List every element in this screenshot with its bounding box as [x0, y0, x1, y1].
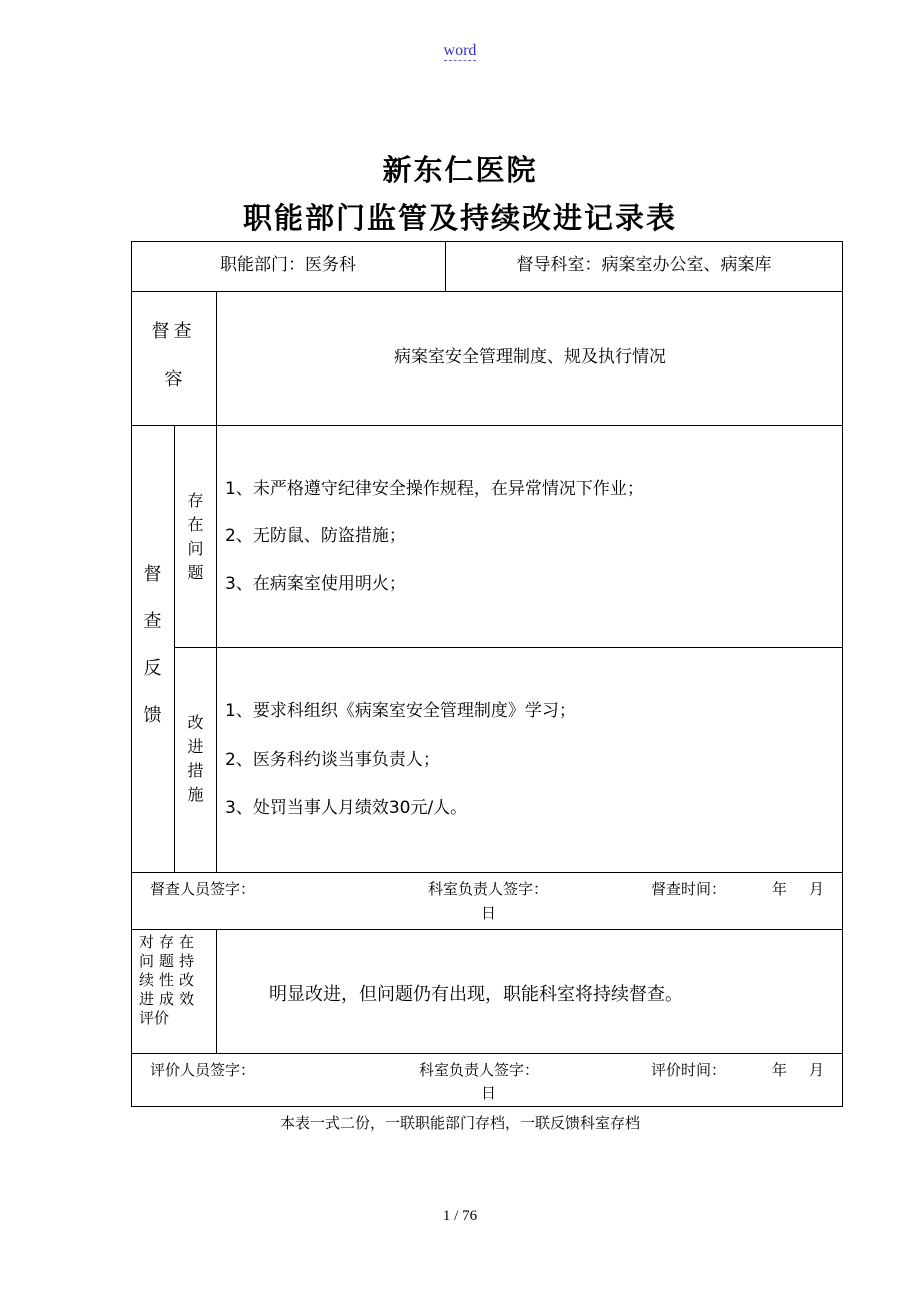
row-divider [174, 647, 843, 648]
header-word-link[interactable]: word [443, 42, 477, 59]
problem-item: 2、无防鼠、防盗措施； [225, 526, 406, 546]
evaluation-time-label: 评价时间： [651, 1061, 727, 1079]
problems-label-char: 存 [187, 491, 204, 510]
problems-label-char: 问 [187, 539, 204, 558]
row-divider [131, 291, 843, 292]
measure-item: 2、医务科约谈当事负责人； [225, 750, 440, 770]
inspection-month-label: 月 [809, 880, 825, 898]
measures-label-char: 措 [187, 761, 204, 780]
problem-item: 1、未严格遵守纪律安全操作规程，在异常情况下作业； [225, 479, 644, 499]
feedback-label-char: 反 [143, 658, 162, 679]
evaluation-year-label: 年 [772, 1061, 788, 1079]
record-form-table [131, 241, 843, 1107]
measures-label-char: 施 [187, 785, 204, 804]
dept-head-signature-label: 科室负责人签字： [428, 880, 549, 898]
inspection-time-label: 督查时间： [651, 880, 727, 898]
problems-label-char: 在 [187, 515, 204, 534]
row-divider [131, 872, 843, 873]
evaluation-label-line: 问题持 [139, 952, 200, 970]
evaluation-month-label: 月 [809, 1061, 825, 1079]
table-border-bottom [131, 1106, 843, 1107]
row-divider [131, 1053, 843, 1054]
feedback-label-char: 督 [143, 564, 162, 585]
row-divider [131, 425, 843, 426]
problems-label-char: 题 [187, 563, 204, 582]
page-number: 1 / 76 [442, 1208, 478, 1224]
content-text: 病案室安全管理制度、规及执行情况 [394, 347, 666, 367]
dept-head-signature-label-2: 科室负责人签字： [419, 1061, 540, 1079]
problems-label [175, 493, 216, 589]
measures-label-char: 进 [187, 737, 204, 756]
evaluation-text: 明显改进，但问题仍有出现，职能科室将持续督查。 [269, 984, 683, 1005]
form-title: 职能部门监管及持续改进记录表 [242, 201, 677, 235]
hospital-title: 新东仁医院 [382, 153, 538, 187]
inspector-signature-label: 督查人员签字： [150, 880, 256, 898]
measures-label-char: 改 [187, 713, 204, 732]
supervised-dept-field: 督导科室：病案室办公室、病案库 [516, 255, 772, 275]
evaluation-day-label: 日 [481, 1084, 497, 1102]
evaluator-signature-label: 评价人员签字： [150, 1061, 256, 1079]
table-border-right [842, 241, 843, 1107]
content-label-line1: 督查 [151, 321, 196, 342]
evaluation-label-line: 进成效 [139, 990, 200, 1008]
measure-item: 3、处罚当事人月绩效30元/人。 [225, 798, 468, 818]
inspection-day-label: 日 [481, 904, 497, 922]
problem-item: 3、在病案室使用明火； [225, 574, 406, 594]
evaluation-label-line: 续性改 [139, 971, 200, 989]
evaluation-label-line: 对存在 [139, 933, 200, 951]
inspection-year-label: 年 [772, 880, 788, 898]
feedback-label [131, 566, 174, 754]
measures-label [175, 715, 216, 811]
row-divider [131, 929, 843, 930]
col-divider [216, 929, 217, 1053]
feedback-label-char: 查 [143, 611, 162, 632]
feedback-label-char: 馈 [143, 705, 162, 726]
functional-dept-field: 职能部门：医务科 [220, 255, 356, 275]
evaluation-label [139, 933, 213, 1028]
measure-item: 1、要求科组织《病案室安全管理制度》学习； [225, 701, 576, 721]
evaluation-label-line: 评价 [139, 1009, 170, 1027]
footer-note: 本表一式二份，一联职能部门存档，一联反馈科室存档 [279, 1114, 640, 1132]
content-label-line2: 容 [164, 369, 183, 390]
table-border-top [131, 241, 843, 242]
col-divider [216, 291, 217, 872]
